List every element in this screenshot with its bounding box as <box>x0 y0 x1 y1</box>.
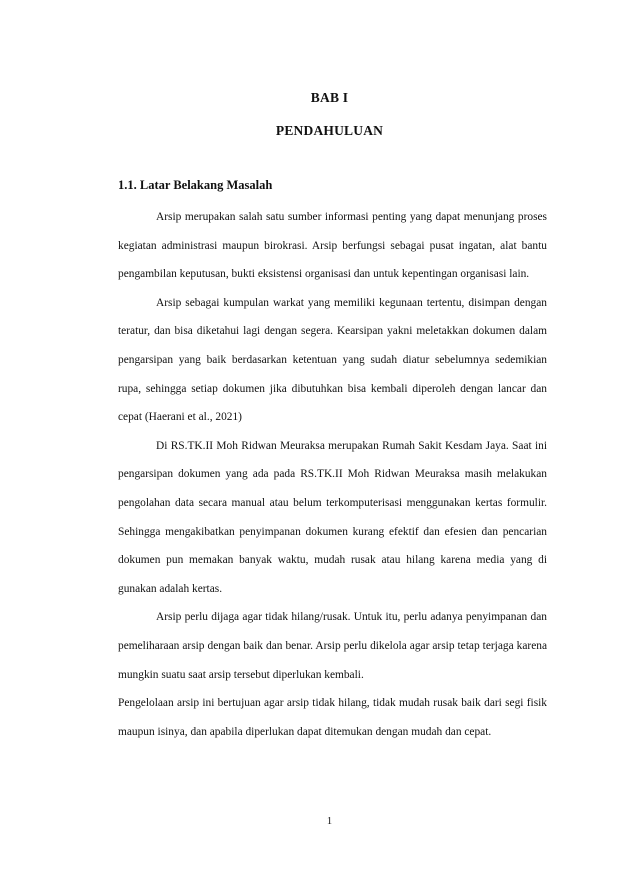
paragraph-3: Di RS.TK.II Moh Ridwan Meuraksa merupakan Rumah Sakit Kesdam Jaya. Saat ini pengarsipan dokumen yang ada pada RS.TK.II Moh Ridwan Meuraksa masih melakukan pengolahan data secara manual atau belum terkomputerisasi menggunakan kertas formulir. Sehingga mengakibatkan penyimpanan dokumen kurang efektif dan efesien dan pencarian dokumen pun memakan banyak waktu, mudah rusak atau hilang karena media yang di gunakan adalah kertas. <box>118 439 547 595</box>
page-number: 1 <box>326 816 333 827</box>
paragraph-2: Arsip sebagai kumpulan warkat yang memiliki kegunaan tertentu, disimpan dengan teratur, dan bisa diketahui lagi dengan segera. Kearsipan yakni meletakkan dokumen dalam pengarsipan yang baik berdasarkan ketentuan yang sudah diatur sebelumnya sedemikian rupa, sehingga setiap dokumen jika dibutuhkan bisa kembali diperoleh dengan lancar dan cepat (Haerani et al., 2021) <box>118 296 547 424</box>
paragraph-4: Arsip perlu dijaga agar tidak hilang/rusak. Untuk itu, perlu adanya penyimpanan dan pemeliharaan arsip dengan baik dan benar. Arsip perlu dikelola agar arsip tetap terjaga karena mungkin suatu saat arsip tersebut diperlukan kembali. <box>118 611 547 681</box>
paragraph-1: Arsip merupakan salah satu sumber informasi penting yang dapat menunjang proses kegiatan administrasi maupun birokrasi. Arsip berfungsi sebagai pusat ingatan, alat bantu pengambilan keputusan, bukti eksistensi organisasi dan untuk kepentingan organisasi lain. <box>118 211 547 281</box>
section-heading: 1.1. Latar Belakang Masalah <box>118 178 273 192</box>
document-body <box>118 203 547 746</box>
paragraph-5: Pengelolaan arsip ini bertujuan agar arsip tidak hilang, tidak mudah rusak baik dari segi fisik maupun isinya, dan apabila diperlukan dapat ditemukan dengan mudah dan cepat. <box>118 697 547 738</box>
chapter-title: PENDAHULUAN <box>275 123 384 138</box>
chapter-number: BAB I <box>310 90 349 105</box>
